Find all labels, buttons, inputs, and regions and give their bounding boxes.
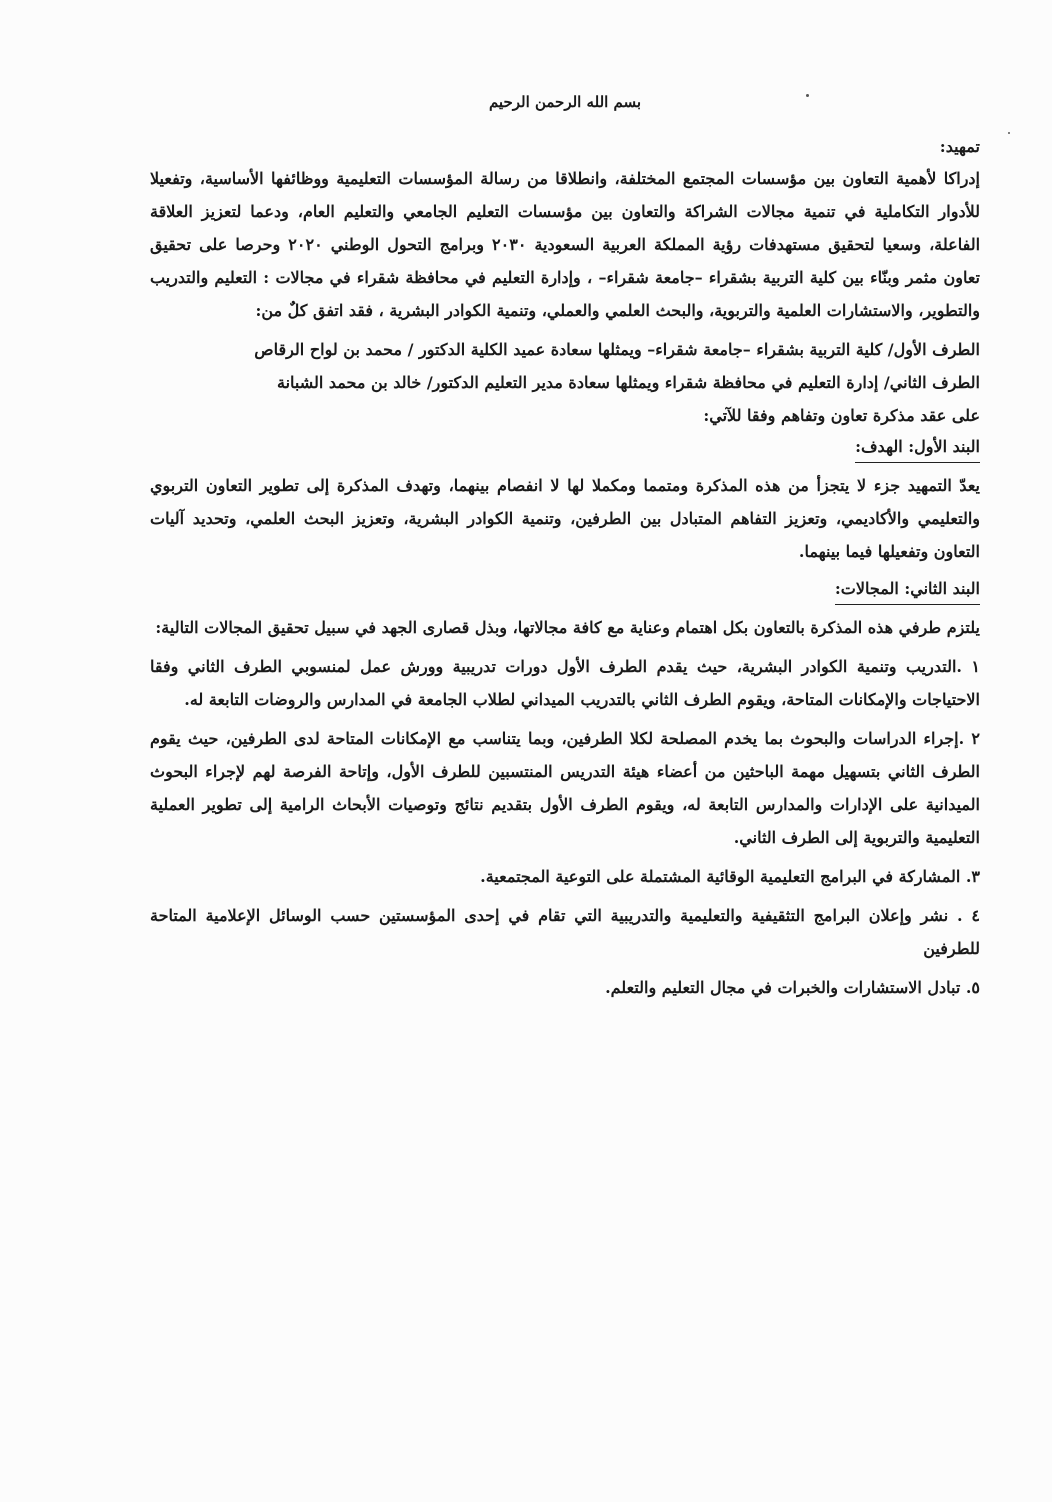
clause-two-heading: البند الثاني: المجالات:	[835, 575, 980, 605]
clause-one-heading: البند الأول: الهدف:	[855, 433, 980, 463]
list-item: ١ .التدريب وتنمية الكوادر البشرية، حيث يقدم الطرف الأول دورات تدريبية وورش عمل لمنسوبي الطرف الثاني وفقا الاحتياجات والإمكانات المتاحة، ويقوم الطرف الثاني بالتدريب الميداني لطلاب الجامعة في المدارس والروضات التابعة له.	[150, 657, 980, 709]
basmala: بسم الله الرحمن الرحيم	[488, 93, 642, 111]
party-one: الطرف الأول/ كلية التربية بشقراء –جامعة شقراء– ويمثلها سعادة عميد الكلية الدكتور / محمد بن لواح الرقاص	[254, 340, 980, 359]
clause-one-heading-row	[150, 432, 980, 463]
preamble-paragraph: إدراكا لأهمية التعاون بين مؤسسات المجتمع المختلفة، وانطلاقا من رسالة المؤسسات التعليمية ووظائفها الأساسية، وتفعيلا للأدوار التكاملية في تنمية مجالات الشراكة والتعاون بين مؤسسات التعليم الجامعي والتعليم العام، ودعما لتعزيز العلاقة الفاعلة، وسعيا لتحقيق مستهدفات رؤية المملكة العربية السعودية ٢٠٣٠ وبرامج التحول الوطني ٢٠٢٠ وحرصا على تحقيق تعاون مثمر وبنّاء بين كلية التربية بشقراء –جامعة شقراء– ، وإدارة التعليم في محافظة شقراء في مجالات : التعليم والتدريب والتطوير، والاستشارات العلمية والتربوية، والبحث العلمي والعملي، وتنمية الكوادر البشرية ، فقد اتفق كلٌ من:	[150, 169, 981, 320]
clause-two-heading-row	[150, 574, 980, 605]
scan-speck	[1008, 132, 1010, 134]
clause-two-intro: يلتزم طرفي هذه المذكرة بالتعاون بكل اهتمام وعناية مع كافة مجالاتها، وبذل قصارى الجهد في سبيل تحقيق المجالات التالية:	[155, 618, 980, 637]
list-item: ٣. المشاركة في البرامج التعليمية الوقائية المشتملة على التوعية المجتمعية.	[480, 867, 980, 886]
list-item: ٢ .إجراء الدراسات والبحوث بما يخدم المصلحة لكلا الطرفين، وبما يتناسب مع الإمكانات المتاحة لدى الطرفين، حيث يقوم الطرف الثاني بتسهيل مهمة الباحثين من أعضاء هيئة التدريس المنتسبين للطرف الأول، وإتاحة الفرصة لهم لإجراء البحوث الميدانية على الإدارات والمدارس التابعة له، ويقوم الطرف الأول بتقديم نتائج وتوصيات الأبحاث الرامية إلى تطوير العملية التعليمية والتربوية إلى الطرف الثاني.	[150, 729, 981, 847]
document-body	[150, 88, 980, 1010]
preamble-heading: تمهيد:	[939, 137, 980, 156]
party-two: الطرف الثاني/ إدارة التعليم في محافظة شقراء ويمثلها سعادة مدير التعليم الدكتور/ خالد بن محمد الشبانة	[277, 373, 980, 392]
list-item: ٥. تبادل الاستشارات والخبرات في مجال التعليم والتعلم.	[605, 978, 980, 997]
list-item: ٤ . نشر وإعلان البرامج التثقيفية والتعليمية والتدريبية التي تقام في إحدى المؤسستين حسب الوسائل الإعلامية المتاحة للطرفين	[150, 906, 980, 958]
clause-one-text: يعدّ التمهيد جزء لا يتجزأ من هذه المذكرة ومتمما ومكملا لها لا انفصام بينهما، وتهدف المذكرة إلى تطوير التعاون التربوي والتعليمي والأكاديمي، وتعزيز التفاهم المتبادل بين الطرفين، وتنمية الكوادر البشرية، وتعزيز البحث العلمي، وتحديد آليات التعاون وتفعيلها فيما بينهما.	[150, 476, 980, 561]
agreement-statement: على عقد مذكرة تعاون وتفاهم وفقا للآتي:	[703, 406, 980, 425]
